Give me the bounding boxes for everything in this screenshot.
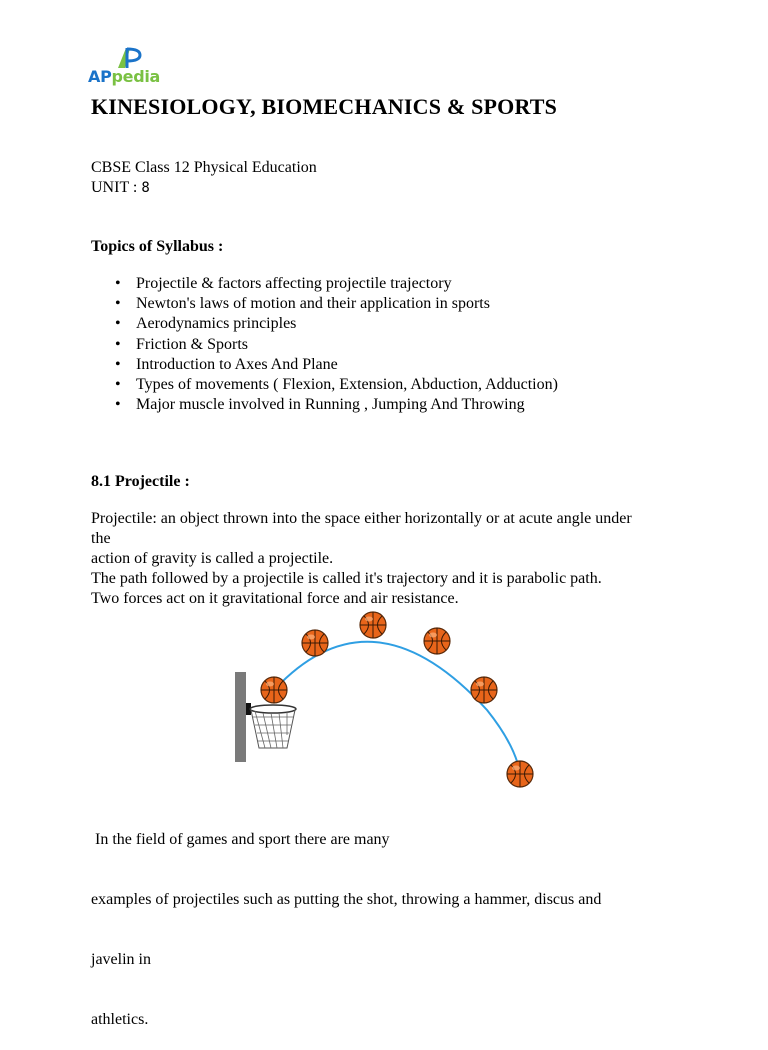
paragraph-line: the — [91, 530, 111, 547]
list-item — [91, 355, 558, 375]
paragraph-line: Projectile: an object thrown into the space either horizontally or at acute angle under — [91, 510, 632, 527]
logo-text-pedia: pedia — [111, 67, 161, 86]
appedia-logo-text — [88, 68, 160, 86]
basketball-icon — [507, 761, 533, 787]
course-name: CBSE Class 12 Physical Education — [91, 159, 317, 176]
bullet-icon: • — [115, 335, 121, 353]
basketball-icon — [471, 677, 497, 703]
topic-text: Major muscle involved in Running , Jumping And Throwing — [136, 396, 525, 414]
basketball-icon — [360, 612, 386, 638]
paragraph-line: In the field of games and sport there are many — [91, 831, 390, 848]
bullet-icon: • — [115, 396, 121, 414]
paragraph-line: examples of projectiles such as putting the shot, throwing a hammer, discus and — [91, 891, 602, 908]
bullet-icon: • — [115, 355, 121, 373]
topic-text: Projectile & factors affecting projectile trajectory — [136, 275, 452, 292]
basketball-net — [250, 705, 296, 748]
list-item — [91, 274, 558, 294]
bullet-icon: • — [115, 275, 121, 292]
topic-text: Newton's laws of motion and their application in sports — [136, 295, 490, 313]
bullet-icon: • — [115, 295, 121, 313]
projectile-paragraph — [91, 509, 632, 609]
paragraph-line: Two forces act on it gravitational force and air resistance. — [91, 590, 459, 607]
list-item — [91, 294, 558, 314]
appedia-logo — [88, 46, 172, 90]
list-item — [91, 314, 558, 334]
list-item — [91, 395, 558, 415]
list-item — [91, 375, 558, 395]
examples-paragraph — [91, 790, 601, 1050]
paragraph-line: athletics. — [91, 1011, 149, 1028]
logo-text-ap: AP — [88, 67, 112, 86]
topic-text: Introduction to Axes And Plane — [136, 355, 338, 373]
page-title: KINESIOLOGY, BIOMECHANICS & SPORTS — [91, 94, 558, 119]
topics-heading: Topics of Syllabus : — [91, 238, 224, 255]
backboard-pole — [235, 672, 246, 762]
paragraph-line: javelin in — [91, 951, 151, 968]
paragraph-line: action of gravity is called a projectile. — [91, 550, 334, 567]
trajectory-path — [275, 642, 520, 773]
section-heading: 8.1 Projectile : — [91, 473, 190, 490]
topic-text: Aerodynamics principles — [136, 315, 297, 333]
list-item — [91, 335, 558, 355]
basketball-icon — [261, 677, 287, 703]
projectile-trajectory-figure — [225, 605, 545, 790]
unit-value: 8 — [141, 180, 150, 196]
unit-label: UNIT : — [91, 179, 142, 196]
unit-line — [91, 178, 150, 198]
topic-text: Friction & Sports — [136, 335, 249, 353]
topic-text: Types of movements ( Flexion, Extension, Abduction, Adduction) — [136, 376, 558, 394]
basketball-icon — [302, 630, 328, 656]
bullet-icon: • — [115, 315, 121, 333]
basketball-icon — [424, 628, 450, 654]
bullet-icon: • — [115, 376, 121, 394]
paragraph-line: The path followed by a projectile is called it's trajectory and it is parabolic path. — [91, 570, 602, 587]
topics-list — [91, 274, 558, 415]
